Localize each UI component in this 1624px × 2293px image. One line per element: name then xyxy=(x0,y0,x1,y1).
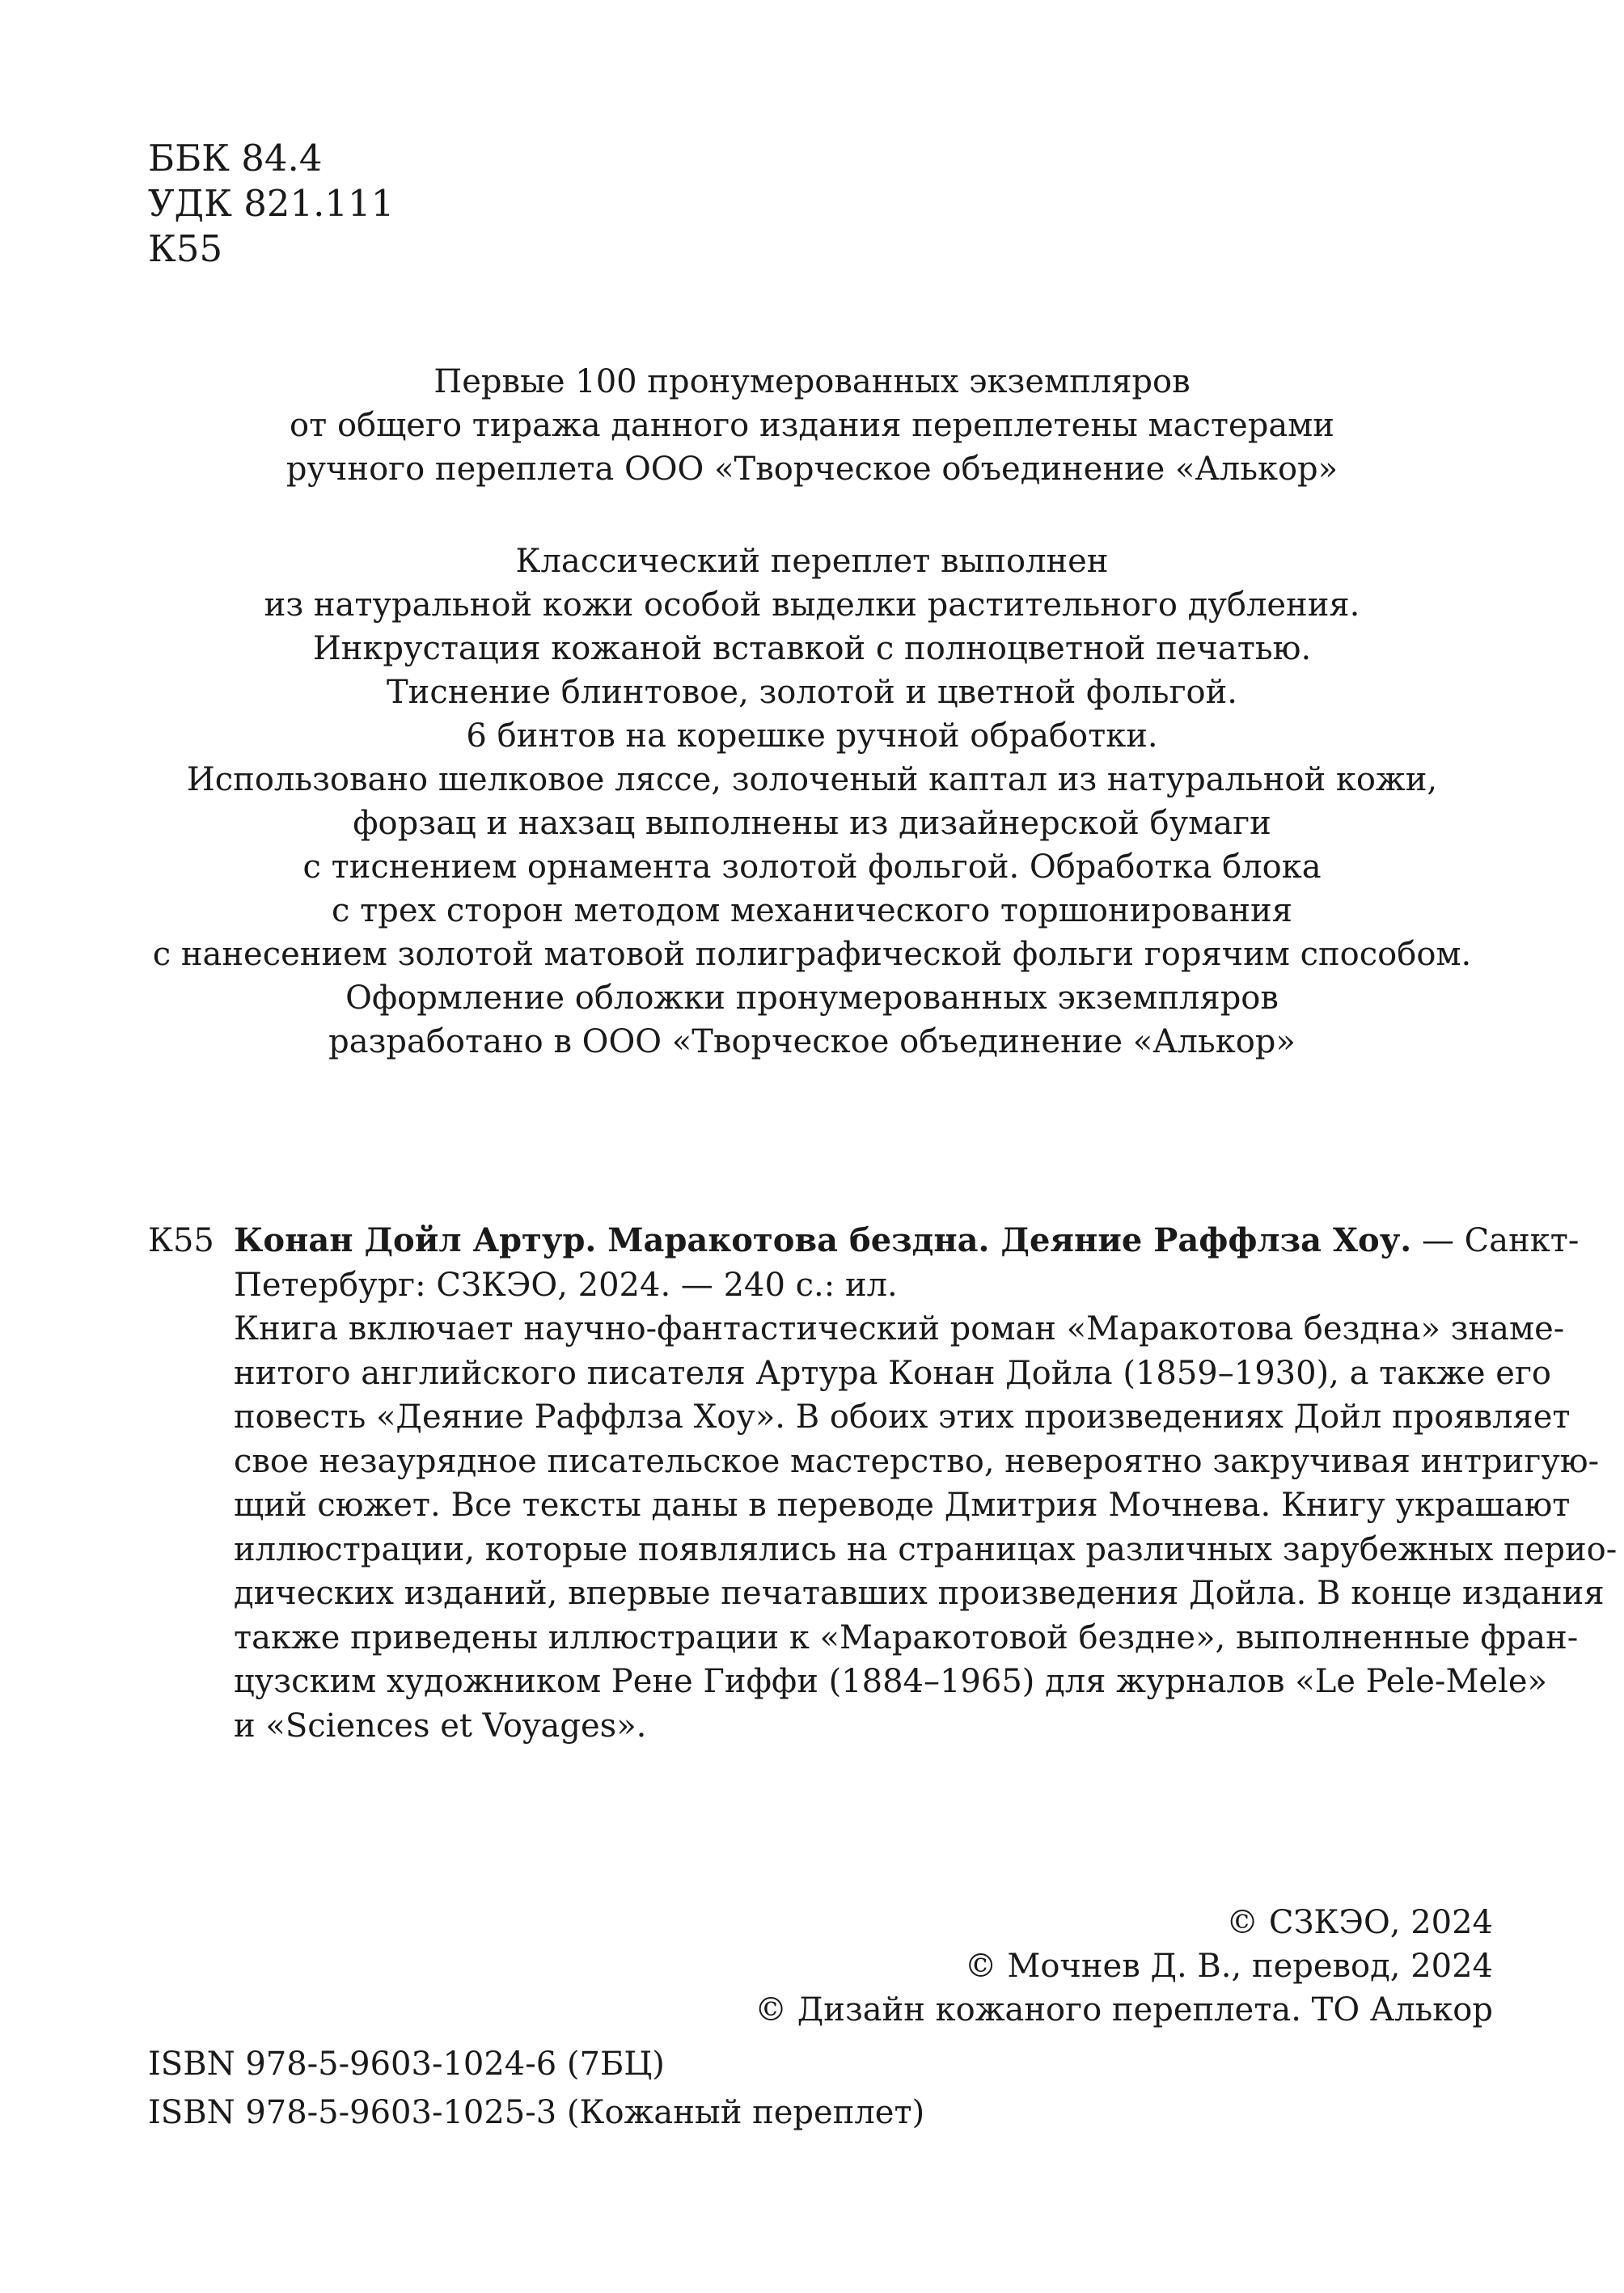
udk-code: УДК 821.111 xyxy=(148,182,395,225)
isbn-block xyxy=(148,2040,924,2137)
catalog-title-rest: — Санкт- xyxy=(1411,1222,1580,1259)
catalog-line: свое незаурядное писательское мастерство, невероятно закручивая интригую- xyxy=(234,1442,1600,1480)
binding-line: Оформление обложки пронумерованных экземпляров xyxy=(345,979,1279,1017)
catalog-line: иллюстрации, которые появлялись на страницах различных зарубежных перио- xyxy=(234,1530,1618,1568)
copyright-line: © Дизайн кожаного переплета. ТО Алькор xyxy=(755,1991,1493,2029)
bbk-code: ББК 84.4 xyxy=(148,137,323,180)
binding-line: 6 бинтов на корешке ручной обработки. xyxy=(466,717,1158,755)
author-mark: К55 xyxy=(148,227,223,270)
notice-line: от общего тиража данного издания переплетены мастерами xyxy=(290,407,1334,444)
catalog-title-line xyxy=(234,1219,1580,1263)
catalog-line: щий сюжет. Все тексты даны в переводе Дмитрия Мочнева. Книгу украшают xyxy=(234,1487,1571,1524)
catalog-line: Петербург: СЗКЭО, 2024. — 240 с.: ил. xyxy=(234,1266,898,1304)
catalog-code: К55 xyxy=(148,1222,214,1259)
catalog-line: нитого английского писателя Артура Конан Дойла (1859–1930), а также его xyxy=(234,1354,1552,1392)
catalog-line: дических изданий, впервые печатавших произведения Дойла. В конце издания xyxy=(234,1575,1605,1612)
binding-line: разработано в ООО «Творческое объединение «Алькор» xyxy=(328,1023,1296,1060)
binding-description xyxy=(0,539,1624,1064)
binding-line: с тиснением орнамента золотой фольгой. Обработка блока xyxy=(302,848,1322,886)
notice-line: Первые 100 пронумерованных экземпляров xyxy=(433,363,1191,400)
numbered-copies-notice xyxy=(0,360,1624,491)
binding-line: Инкрустация кожаной вставкой с полноцветной печатью. xyxy=(312,630,1312,667)
catalog-description xyxy=(234,1219,1618,1748)
binding-line: Использовано шелковое ляссе, золоченый каптал из натуральной кожи, xyxy=(186,761,1438,798)
binding-line: с трех сторон методом механического торшонирования xyxy=(332,892,1292,929)
binding-line: Тиснение блинтовое, золотой и цветной фольгой. xyxy=(386,674,1237,711)
catalog-title: Конан Дойл Артур. Маракотова бездна. Деяние Раффлза Хоу. xyxy=(234,1221,1412,1259)
catalog-line: повесть «Деяние Раффлза Хоу». В обоих этих произведениях Дойл проявляет xyxy=(234,1398,1571,1436)
copyright-block xyxy=(755,1901,1493,2032)
catalog-line: цузским художником Рене Гиффи (1884–1965) для журналов «Le Pele-Mele» xyxy=(234,1663,1548,1700)
catalog-line: Книга включает научно-фантастический роман «Маракотова бездна» знаме- xyxy=(234,1310,1565,1347)
isbn-line: ISBN 978-5-9603-1025-3 (Кожаный переплет) xyxy=(148,2094,925,2131)
binding-line: Классический переплет выполнен xyxy=(515,543,1109,580)
catalog-line: также приведены иллюстрации к «Маракотовой бездне», выполненные фран- xyxy=(234,1618,1579,1656)
catalog-line: и «Sciences et Voyages». xyxy=(234,1707,647,1745)
copyright-line: © СЗКЭО, 2024 xyxy=(1226,1904,1493,1941)
isbn-line: ISBN 978-5-9603-1024-6 (7БЦ) xyxy=(148,2046,665,2083)
classification-block xyxy=(148,136,394,272)
binding-line: с нанесением золотой матовой полиграфической фольги горячим способом. xyxy=(152,936,1472,973)
binding-line: из натуральной кожи особой выделки растительного дубления. xyxy=(264,586,1360,624)
binding-line: форзац и нахзац выполнены из дизайнерской бумаги xyxy=(353,805,1271,842)
copyright-line: © Мочнев Д. В., перевод, 2024 xyxy=(964,1948,1493,1985)
notice-line: ручного переплета ООО «Творческое объединение «Алькор» xyxy=(285,451,1339,488)
